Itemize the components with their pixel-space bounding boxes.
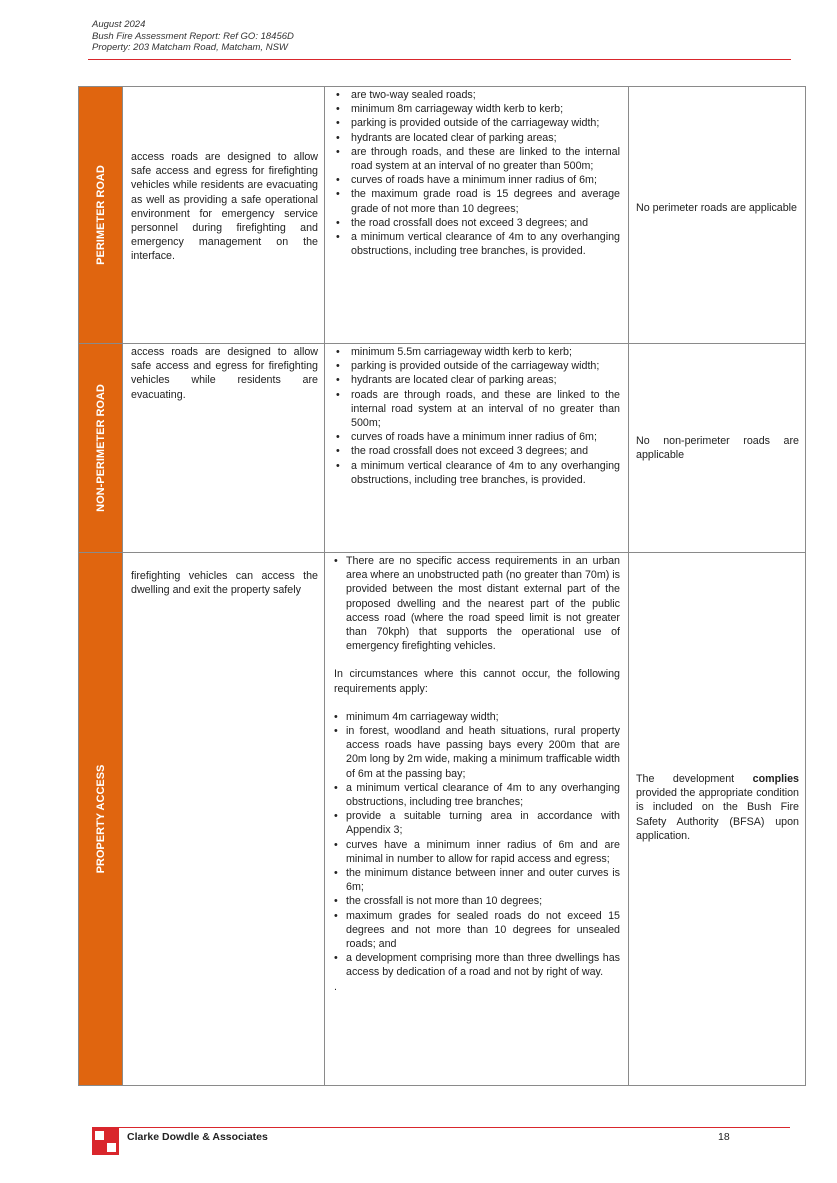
list-item: • the minimum distance between inner and outer curves is 6m;	[325, 866, 620, 894]
comment-cell	[629, 87, 806, 344]
table-row	[79, 87, 806, 344]
comment-text	[629, 553, 805, 843]
list-item: • There are no specific access requirements in an urban area where an unobstructed path (no greater than 70m) is provided between the most distant external part of the proposed dwelling and the nearest part of the public access road (where the road speed limit is not greater than 70kph) that supports the operational use of emergency firefighting vehicles.	[325, 554, 620, 653]
comment-cell	[629, 344, 806, 553]
intent-cell	[123, 344, 325, 553]
list-item: • a minimum vertical clearance of 4m to any overhanging obstructions, including tree branches, is provided.	[325, 230, 620, 258]
company-logo-icon	[92, 1128, 119, 1155]
comment-text-post: provided the appropriate condition is included on the Bush Fire Safety Authority (BFSA) upon application.	[636, 787, 799, 842]
list-item: • minimum 5.5m carriageway width kerb to kerb;	[325, 345, 620, 359]
list-item: • a development comprising more than three dwellings has access by dedication of a road and not by right of way.	[325, 951, 620, 979]
list-item: • a minimum vertical clearance of 4m to any overhanging obstructions, including tree branches, is provided.	[325, 459, 620, 487]
header-report-ref: Bush Fire Assessment Report: Ref GO: 18456D	[92, 30, 294, 42]
list-item: • provide a suitable turning area in accordance with Appendix 3;	[325, 809, 620, 837]
row-label-cell	[79, 344, 123, 553]
list-item: • minimum 4m carriageway width;	[325, 710, 620, 724]
list-item: • roads are through roads, and these are linked to the internal road system at an interval of no greater than 500m;	[325, 388, 620, 431]
list-item: • parking is provided outside of the carriageway width;	[325, 359, 620, 373]
row-label: NON-PERIMETER ROAD	[94, 384, 107, 512]
intent-cell	[123, 87, 325, 344]
header-property: Property: 203 Matcham Road, Matcham, NSW	[92, 42, 288, 53]
requirements-list	[325, 710, 628, 980]
page-number: 18	[718, 1131, 730, 1143]
access-requirements-table	[78, 86, 806, 1086]
footer-rule	[92, 1127, 790, 1128]
row-label-cell	[79, 553, 123, 1086]
header-rule	[88, 59, 791, 60]
list-item: • curves of roads have a minimum inner radius of 6m;	[325, 173, 620, 187]
comment-text-pre: The development	[636, 773, 735, 785]
list-item: • minimum 8m carriageway width kerb to kerb;	[325, 102, 620, 116]
footer-company: Clarke Dowdle & Associates	[127, 1131, 268, 1143]
list-item: • hydrants are located clear of parking areas;	[325, 131, 620, 145]
requirements-list	[325, 553, 628, 653]
list-item: • curves of roads have a minimum inner radius of 6m;	[325, 430, 620, 444]
row-label: PROPERTY ACCESS	[94, 764, 107, 874]
list-item: • curves have a minimum inner radius of 6m and are minimal in number to allow for rapid access and egress;	[325, 838, 620, 866]
trailing-mark: .	[334, 980, 337, 993]
requirements-cell	[325, 344, 629, 553]
list-item: • in forest, woodland and heath situations, rural property access roads have passing bays every 200m that are 20m long by 2m wide, making a minimum trafficable width of 6m at the passing bay;	[325, 724, 620, 781]
comment-text-emphasis: complies	[752, 773, 799, 785]
list-item: • a minimum vertical clearance of 4m to any overhanging obstructions, including tree branches;	[325, 781, 620, 809]
intent-cell	[123, 553, 325, 1086]
list-item: • the road crossfall does not exceed 3 degrees; and	[325, 444, 620, 458]
table-row	[79, 553, 806, 1086]
list-item: • hydrants are located clear of parking areas;	[325, 373, 620, 387]
header-date: August 2024	[92, 19, 146, 30]
requirements-cell	[325, 553, 629, 1086]
list-item: • the maximum grade road is 15 degrees and average grade of not more than 10 degrees;	[325, 187, 620, 215]
requirements-list	[325, 344, 628, 487]
intent-text: access roads are designed to allow safe access and egress for firefighting vehicles while residents are evacuating.	[131, 346, 318, 401]
list-item: • are through roads, and these are linked to the internal road system at an interval of no greater than 500m;	[325, 145, 620, 173]
requirements-list	[325, 87, 628, 258]
list-item: • the crossfall is not more than 10 degrees;	[325, 894, 620, 908]
page-header	[92, 19, 294, 54]
comment-text: No non-perimeter roads are applicable	[636, 435, 799, 462]
list-item: • parking is provided outside of the carriageway width;	[325, 116, 620, 130]
row-label-cell	[79, 87, 123, 344]
list-item: • the road crossfall does not exceed 3 degrees; and	[325, 216, 620, 230]
list-item: • are two-way sealed roads;	[325, 88, 620, 102]
comment-cell	[629, 553, 806, 1086]
table-row	[79, 344, 806, 553]
requirements-paragraph: In circumstances where this cannot occur, the following requirements apply:	[334, 668, 620, 695]
row-label: PERIMETER ROAD	[94, 165, 107, 265]
intent-text: access roads are designed to allow safe access and egress for firefighting vehicles while residents are evacuating as well as providing a safe operational environment for emergency service personnel during firefighting and emergency management on the interface.	[131, 151, 318, 263]
comment-text: No perimeter roads are applicable	[636, 202, 797, 214]
intent-text: firefighting vehicles can access the dwelling and exit the property safely	[131, 570, 318, 597]
requirements-cell	[325, 87, 629, 344]
list-item: • maximum grades for sealed roads do not exceed 15 degrees and not more than 10 degrees for unsealed roads; and	[325, 909, 620, 952]
